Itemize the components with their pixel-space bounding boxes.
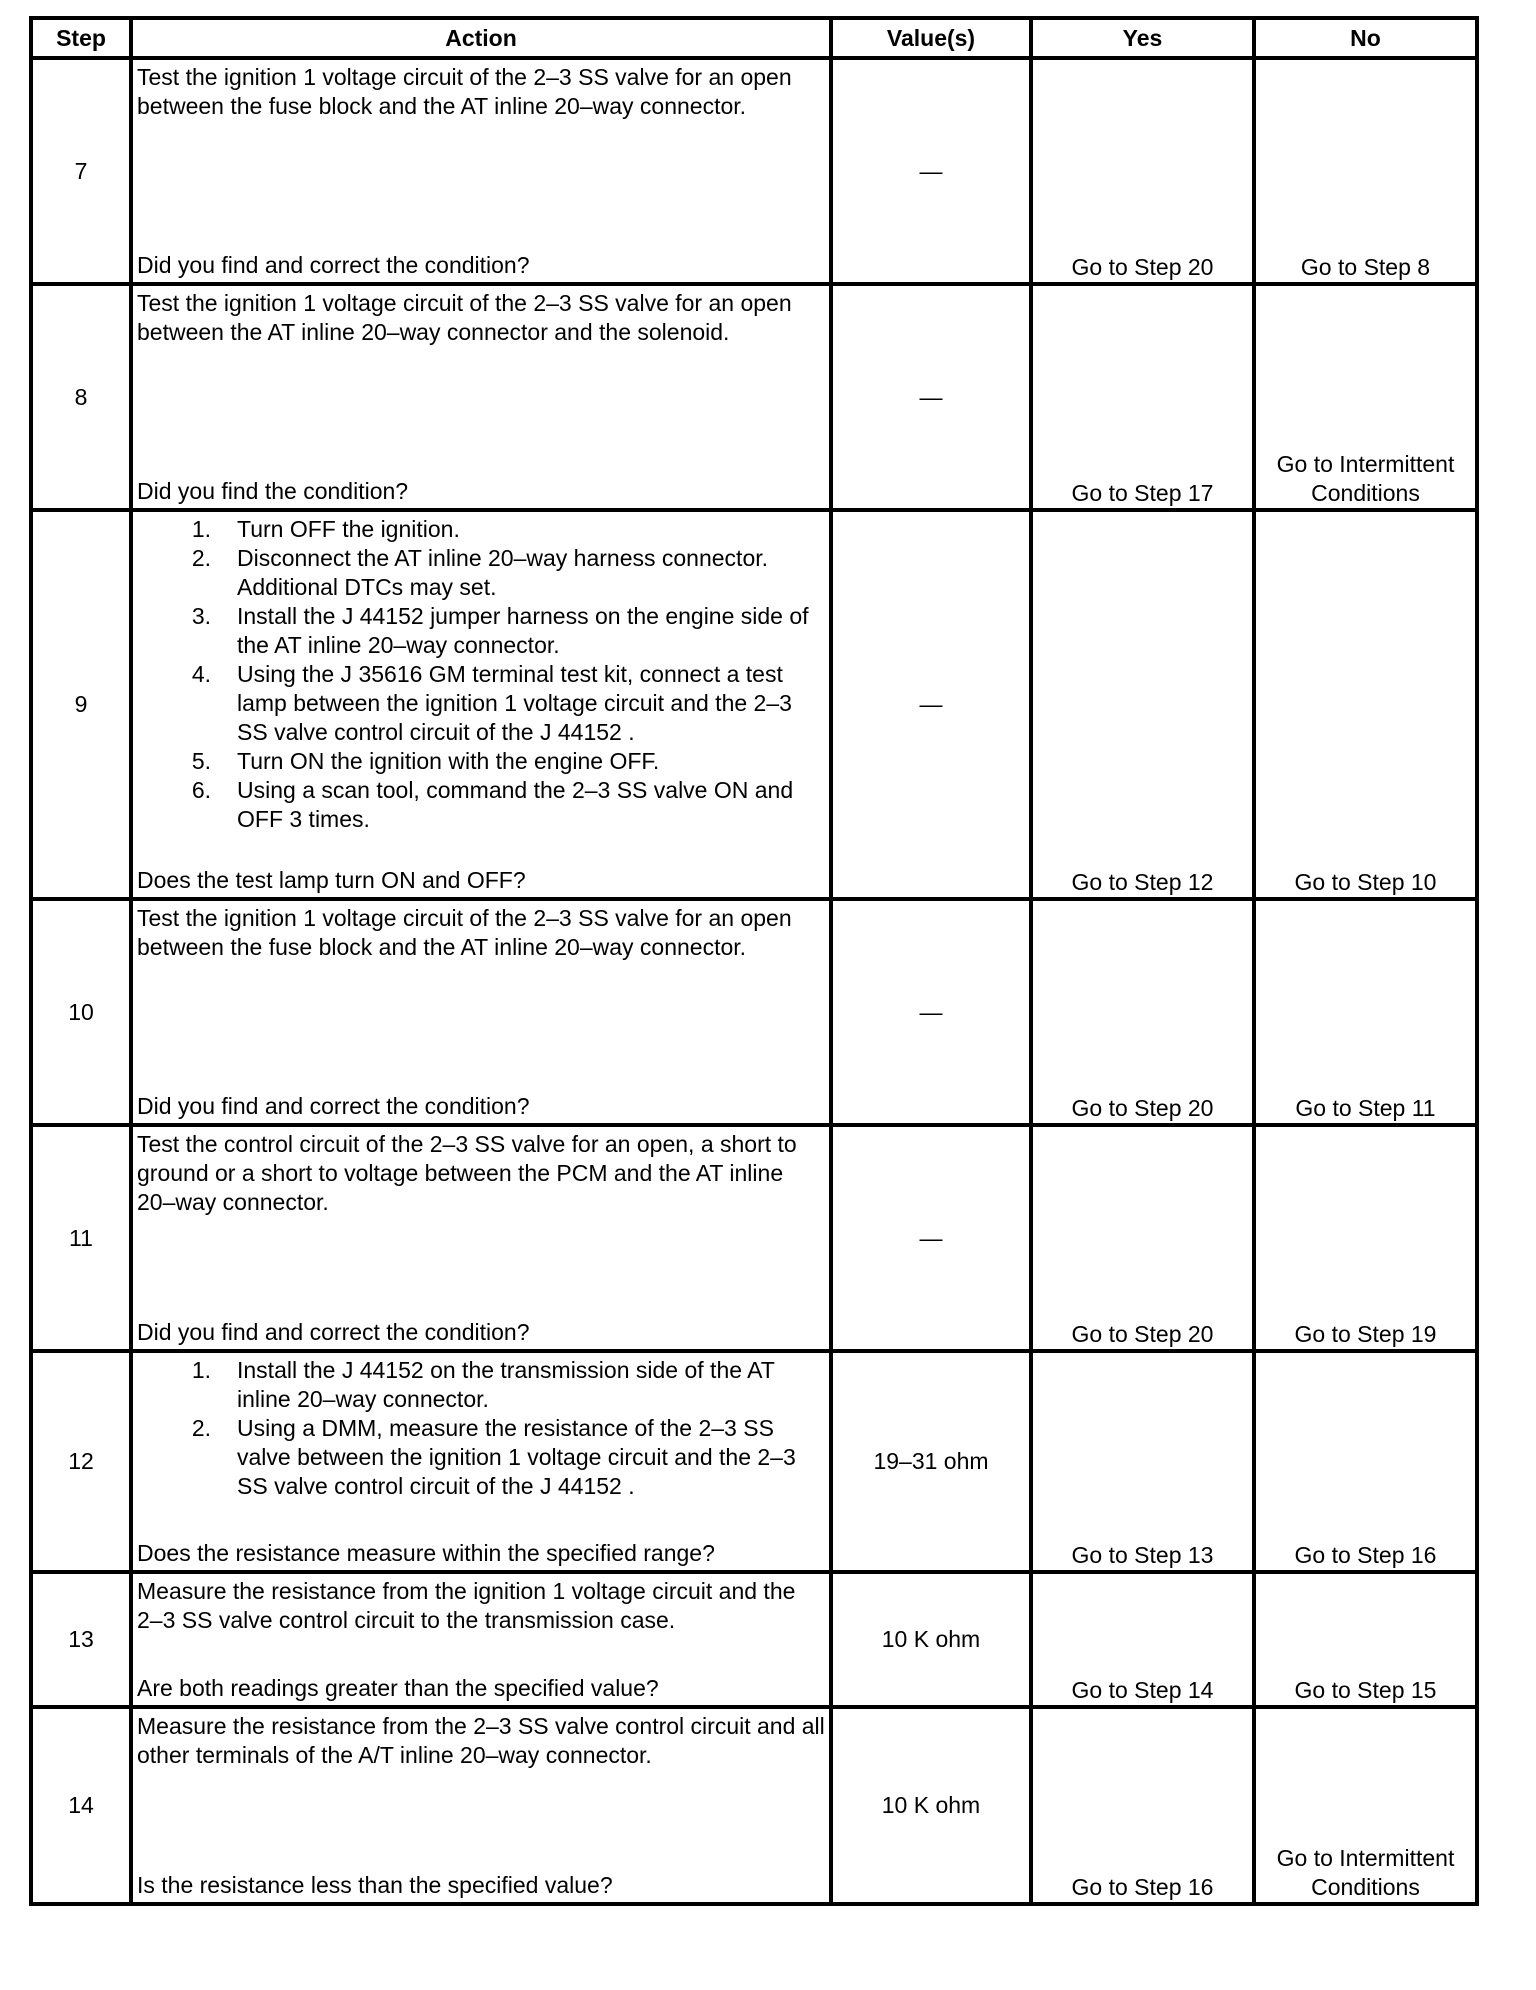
value-cell: — xyxy=(831,510,1031,899)
substep-item: 3. Install the J 44152 jumper harness on the engine side of the AT inline 20–way connector. xyxy=(191,603,809,658)
no-cell: Go to Intermittent Conditions xyxy=(1254,1707,1477,1904)
step-number: 11 xyxy=(31,1125,131,1351)
action-cell xyxy=(131,1572,831,1707)
action-cell xyxy=(131,284,831,510)
question-text: Did you find the condition? xyxy=(137,478,409,504)
table-row xyxy=(31,1572,1477,1707)
action-text: Measure the resistance from the 2–3 SS valve control circuit and all other terminals of the A/T inline 20–way connector. xyxy=(137,1713,825,1768)
yes-cell: Go to Step 17 xyxy=(1031,284,1254,510)
yes-cell: Go to Step 20 xyxy=(1031,899,1254,1125)
value-cell: 10 K ohm xyxy=(831,1572,1031,1707)
question-text: Does the resistance measure within the specified range? xyxy=(137,1540,715,1566)
header-values: Value(s) xyxy=(831,18,1031,58)
header-no: No xyxy=(1254,18,1477,58)
header-action: Action xyxy=(131,18,831,58)
value-cell: — xyxy=(831,58,1031,284)
step-number: 12 xyxy=(31,1351,131,1572)
yes-cell: Go to Step 12 xyxy=(1031,510,1254,899)
no-cell: Go to Step 16 xyxy=(1254,1351,1477,1572)
question-text: Did you find and correct the condition? xyxy=(137,252,530,278)
no-cell: Go to Step 10 xyxy=(1254,510,1477,899)
no-cell: Go to Step 19 xyxy=(1254,1125,1477,1351)
value-cell: — xyxy=(831,899,1031,1125)
action-cell xyxy=(131,1707,831,1904)
substep-list xyxy=(137,1356,825,1501)
yes-cell: Go to Step 13 xyxy=(1031,1351,1254,1572)
value-cell: — xyxy=(831,284,1031,510)
table-row xyxy=(31,284,1477,510)
substep-item: 6. Using a scan tool, command the 2–3 SS valve ON and OFF 3 times. xyxy=(191,777,794,832)
question-text: Did you find and correct the condition? xyxy=(137,1319,530,1345)
diagnostic-table xyxy=(29,16,1479,1906)
step-number: 13 xyxy=(31,1572,131,1707)
table-row xyxy=(31,58,1477,284)
step-number: 10 xyxy=(31,899,131,1125)
table-row xyxy=(31,1707,1477,1904)
action-cell xyxy=(131,510,831,899)
yes-cell: Go to Step 14 xyxy=(1031,1572,1254,1707)
header-row xyxy=(31,18,1477,58)
action-text: Measure the resistance from the ignition 1 voltage circuit and the 2–3 SS valve control circuit to the transmission case. xyxy=(137,1578,796,1633)
action-text: Test the ignition 1 voltage circuit of the 2–3 SS valve for an open between the fuse block and the AT inline 20–way connector. xyxy=(137,905,792,960)
question-text: Is the resistance less than the specified value? xyxy=(137,1872,613,1898)
step-number: 8 xyxy=(31,284,131,510)
value-cell: — xyxy=(831,1125,1031,1351)
yes-cell: Go to Step 20 xyxy=(1031,58,1254,284)
substep-list xyxy=(137,515,825,834)
value-cell: 19–31 ohm xyxy=(831,1351,1031,1572)
action-text: Test the ignition 1 voltage circuit of the 2–3 SS valve for an open between the fuse block and the AT inline 20–way connector. xyxy=(137,64,792,119)
question-text: Did you find and correct the condition? xyxy=(137,1093,530,1119)
yes-cell: Go to Step 20 xyxy=(1031,1125,1254,1351)
action-text: Test the ignition 1 voltage circuit of the 2–3 SS valve for an open between the AT inline 20–way connector and the solenoid. xyxy=(137,290,792,345)
question-text: Are both readings greater than the specified value? xyxy=(137,1675,659,1701)
step-number: 9 xyxy=(31,510,131,899)
substep-item: 4. Using the J 35616 GM terminal test kit, connect a test lamp between the ignition 1 voltage circuit and the 2–3 SS valve control circuit of the J 44152 . xyxy=(191,661,792,745)
no-cell: Go to Step 11 xyxy=(1254,899,1477,1125)
no-cell: Go to Step 15 xyxy=(1254,1572,1477,1707)
header-yes: Yes xyxy=(1031,18,1254,58)
step-number: 7 xyxy=(31,58,131,284)
action-cell xyxy=(131,1125,831,1351)
action-cell xyxy=(131,58,831,284)
substep-item: 1. Turn OFF the ignition. xyxy=(191,516,460,542)
question-text: Does the test lamp turn ON and OFF? xyxy=(137,867,526,893)
table-row xyxy=(31,1351,1477,1572)
no-cell: Go to Intermittent Conditions xyxy=(1254,284,1477,510)
substep-item: 2. Disconnect the AT inline 20–way harness connector. Additional DTCs may set. xyxy=(191,545,769,600)
table-row xyxy=(31,899,1477,1125)
header-step: Step xyxy=(31,18,131,58)
substep-item: 5. Turn ON the ignition with the engine OFF. xyxy=(191,748,660,774)
action-cell xyxy=(131,1351,831,1572)
table-row xyxy=(31,1125,1477,1351)
step-number: 14 xyxy=(31,1707,131,1904)
substep-item: 2. Using a DMM, measure the resistance of the 2–3 SS valve between the ignition 1 voltage circuit and the 2–3 SS valve control circuit of the J 44152 . xyxy=(191,1415,796,1499)
value-cell: 10 K ohm xyxy=(831,1707,1031,1904)
action-cell xyxy=(131,899,831,1125)
table-row xyxy=(31,510,1477,899)
substep-item: 1. Install the J 44152 on the transmission side of the AT inline 20–way connector. xyxy=(191,1357,775,1412)
no-cell: Go to Step 8 xyxy=(1254,58,1477,284)
yes-cell: Go to Step 16 xyxy=(1031,1707,1254,1904)
action-text: Test the control circuit of the 2–3 SS valve for an open, a short to ground or a short to voltage between the PCM and the AT inline 20–way connector. xyxy=(137,1131,797,1215)
